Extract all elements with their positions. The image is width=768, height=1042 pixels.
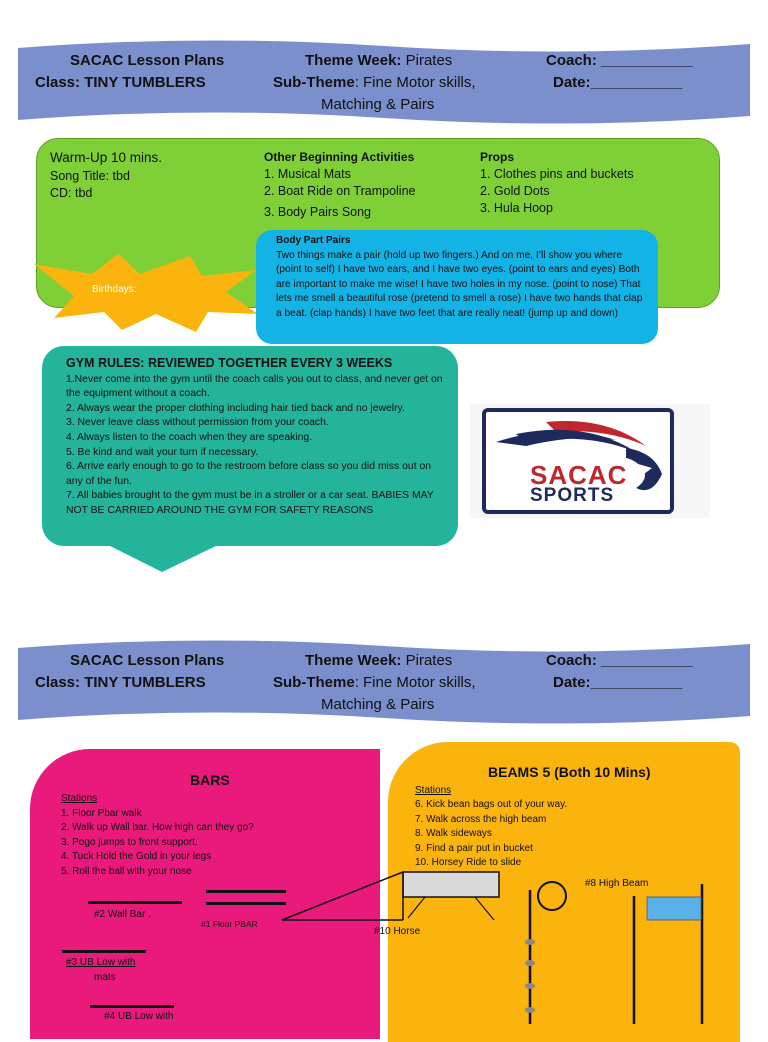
ub-low-label-2: mats <box>94 972 116 983</box>
horse-label: #10 Horse <box>374 926 421 937</box>
floor-pbar-label: #1 Floor PBAR <box>201 919 258 929</box>
body-part-pairs-title: Body Part Pairs <box>276 235 351 246</box>
header-coach: Coach: ___________ <box>546 652 693 669</box>
header-subtheme: Sub-Theme: Fine Motor skills, <box>273 674 476 691</box>
logo-text-sports: SPORTS <box>530 485 615 506</box>
horse-box <box>403 872 499 897</box>
warmup-song: Song Title: tbd <box>50 169 130 183</box>
header-class: Class: TINY TUMBLERS <box>35 674 206 691</box>
body-part-pairs-text: Two things make a pair (hold up two fingers.) And on me, I’ll show you where (point to self) I have two ears, and I have two eyes. (point to ears and eyes) Both are important to make me wise! I have two holes in my nose. (point to nose) That lets me smell a beautiful rose (pretend to smell a rose) I have two hands that clap a beat. (clap hands) I have two feet that are really neat! (jump up and down) <box>276 249 643 319</box>
warmup-cd: CD: tbd <box>50 186 93 200</box>
gym-rule-item: 2. Always wear the proper clothing including hair tied back and no jewelry. <box>66 402 405 414</box>
bars-station-item: 1. Floor Pbar walk <box>61 808 142 819</box>
other-activity-item: 1. Musical Mats <box>264 167 351 181</box>
bars-station-item: 3. Pogo jumps to front support. <box>61 837 198 848</box>
header-org: SACAC Lesson Plans <box>70 52 225 69</box>
ub-low4-line <box>90 1005 174 1008</box>
gym-rules-title: GYM RULES: REVIEWED TOGETHER EVERY 3 WEEKS <box>66 356 393 370</box>
beams-station-item: 7. Walk across the high beam <box>415 814 547 825</box>
other-activity-item: 3. Body Pairs Song <box>264 205 372 219</box>
header-subtheme-line2: Matching & Pairs <box>321 96 435 113</box>
beams-station-item: 8. Walk sideways <box>415 828 492 839</box>
props-title: Props <box>480 150 515 164</box>
gym-rule-item: 1.Never come into the gym until the coach calls you out to class, and never get on the equipment without a coach. <box>66 373 443 400</box>
gym-rule-item: 3. Never leave class without permission from your coach. <box>66 417 329 429</box>
gym-rule-item: 4. Always listen to the coach when they are speaking. <box>66 431 313 443</box>
logo-text-sacac: SACAC <box>530 460 628 490</box>
gym-rule-item: 6. Arrive early enough to go to the restroom before class so you did miss out on any of the fun. <box>66 461 432 487</box>
birthdays-label: Birthdays: <box>92 284 137 295</box>
beams-station-item: 6. Kick bean bags out of your way. <box>415 799 568 810</box>
props-item: 2. Gold Dots <box>480 184 550 198</box>
beams-station-item: 9. Find a pair put in bucket <box>415 843 533 854</box>
header-subtheme: Sub-Theme: Fine Motor skills, <box>273 74 476 91</box>
wall-bar-line <box>88 901 182 904</box>
header-theme: Theme Week: Pirates <box>305 52 453 69</box>
header-subtheme-line2: Matching & Pairs <box>321 696 435 713</box>
bars-stations-label: Stations <box>61 793 98 804</box>
beams-diagram <box>270 860 750 1024</box>
beams-title: BEAMS 5 (Both 10 Mins) <box>488 764 651 780</box>
gym-rule-item: 5. Be kind and wait your turn if necessary. <box>66 446 259 458</box>
logo-frame <box>482 408 674 514</box>
beams-stations-label: Stations <box>415 785 452 796</box>
props-item: 1. Clothes pins and buckets <box>480 167 634 181</box>
body-part-pairs-bubble <box>256 230 658 344</box>
header-coach: Coach: ___________ <box>546 52 693 69</box>
bars-title: BARS <box>190 772 230 788</box>
header-date: Date:___________ <box>553 74 683 91</box>
gym-rules-bubble <box>42 346 458 546</box>
bars-station-item: 4. Tuck Hold the Gold in your legs <box>61 851 212 862</box>
bars-station-item: 2. Walk up Wall bar. How high can they go? <box>61 822 254 833</box>
sacac-logo <box>470 404 710 518</box>
header-theme: Theme Week: Pirates <box>305 652 453 669</box>
gym-rule-item: 7. All babies brought to the gym must be in a stroller or a car seat. BABIES MAY NOT BE CARRIED AROUND THE GYM FOR SAFETY REASONS <box>66 490 434 516</box>
bars-station-item: 5. Roll the ball with your nose <box>61 866 192 877</box>
ub-low-label: #3 UB Low with <box>66 957 136 968</box>
ub-low-line <box>62 950 146 953</box>
ub-low4-label: #4 UB Low with <box>104 1011 174 1022</box>
header-class: Class: TINY TUMBLERS <box>35 74 206 91</box>
props-item: 3. Hula Hoop <box>480 201 553 215</box>
beams-station-item: 10. Horsey Ride to slide <box>415 857 522 868</box>
high-beam-label: #8 High Beam <box>585 878 649 889</box>
wall-bar-label: #2 Wall Bar . <box>94 909 151 920</box>
other-activity-item: 2. Boat Ride on Trampoline <box>264 184 416 198</box>
bubble-tail <box>108 545 228 575</box>
birthday-star-shape <box>30 252 262 334</box>
header-date: Date:___________ <box>553 674 683 691</box>
header-org: SACAC Lesson Plans <box>70 652 225 669</box>
warmup-title: Warm-Up 10 mins. <box>50 150 163 165</box>
other-activities-title: Other Beginning Activities <box>264 150 415 164</box>
